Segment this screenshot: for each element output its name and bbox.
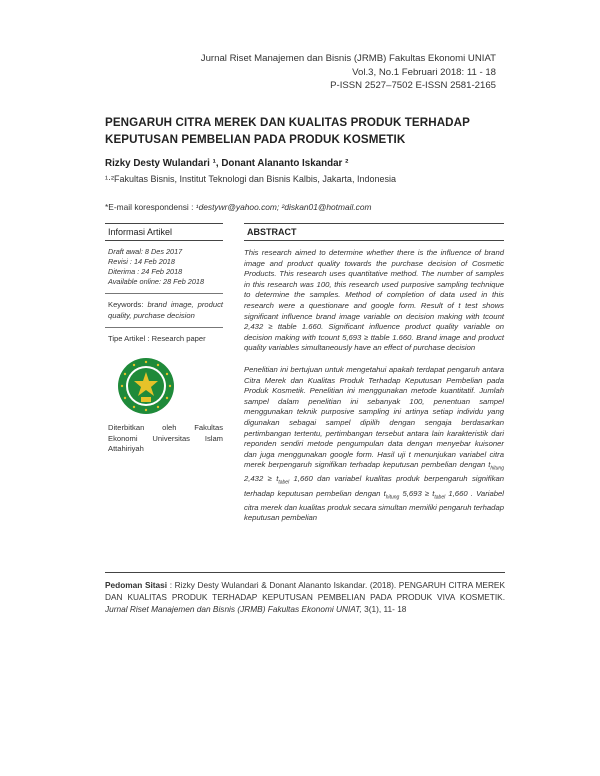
divider (105, 293, 223, 294)
divider (105, 327, 223, 328)
keywords-label: Keywords: (108, 300, 144, 309)
abstract-indonesian (244, 365, 504, 524)
correspondence-email (105, 202, 372, 212)
citation-guide (105, 579, 505, 615)
divider (105, 572, 505, 573)
keywords-value: brand image, product quality, purchase decision (108, 300, 223, 320)
paper-affiliation: ¹·²Fakultas Bisnis, Institut Teknologi dan Bisnis Kalbis, Jakarta, Indonesia (105, 174, 396, 184)
publisher-info: Diterbitkan oleh Fakultas Ekonomi Universitas Islam Attahiriyah (108, 423, 223, 453)
email-value: ¹destywr@yahoo.com; ²diskan01@hotmail.com (195, 202, 372, 212)
citation-volume: 3(1), 11- 18 (361, 604, 407, 614)
abstract-english: This research aimed to determine whether there is the influence of brand image and product quality towards the purchase decision of Cosmetic Products. This research uses quantitative method. The number of samples in this research was 100, this research used purposive sampling technique to determine the samples. Method of completion of data used in this research were a questionare and google form. Result of t test shows significant influence brand image variable on decision making with tcount 2,432 ≥ ttable 1.660. Significant influence product quality variable on decision making with tcount 5,693 ≥ ttable 1.660. Brand image and product quality variables simultaneously have an effect of purchase decision (244, 248, 504, 353)
abstract-id-part2: 2,432 ≥ t (244, 474, 279, 484)
journal-issn: P-ISSN 2527–7502 E-ISSN 2581-2165 (330, 80, 496, 91)
abstract-column (244, 223, 504, 524)
citation-label: Pedoman Sitasi (105, 580, 168, 590)
journal-header (201, 52, 496, 93)
abstract-heading: ABSTRACT (244, 223, 504, 241)
subscript-hitung: hitung (490, 465, 504, 472)
paper-title: PENGARUH CITRA MEREK DAN KUALITAS PRODUK TERHADAP KEPUTUSAN PEMBELIAN PADA PRODUK KOSMETIK (105, 116, 470, 146)
article-dates (105, 247, 223, 287)
abstract-id-part3: 1,660 dan variabel kualitas produk berpengaruh signifikan terhadap keputusan pembelian dengan t (244, 474, 504, 498)
article-info-column (105, 223, 223, 455)
article-info-heading: Informasi Artikel (105, 223, 223, 241)
email-label: *E-mail korespondensi : (105, 202, 196, 212)
subscript-tabel: tabel (434, 494, 446, 501)
date-revision: Revisi : 14 Feb 2018 (108, 257, 175, 266)
abstract-id-part5: 1,660 . Variabel citra merek dan kualitas produk secara simultan memiliki pengaruh terhadap keputusan pembelian (244, 488, 504, 523)
paper-authors: Rizky Desty Wulandari ¹, Donant Alananto Iskandar ² (105, 158, 349, 169)
date-accepted: Diterima : 24 Feb 2018 (108, 267, 183, 276)
date-draft: Draft awal: 8 Des 2017 (108, 247, 183, 256)
abstract-id-part4: 5,693 ≥ t (399, 488, 435, 498)
citation-journal: Jurnal Riset Manajemen dan Bisnis (JRMB) Fakultas Ekonomi UNIAT, (105, 604, 362, 614)
journal-name: Jurnal Riset Manajemen dan Bisnis (JRMB) Fakultas Ekonomi UNIAT (200, 53, 496, 64)
subscript-hitung: hitung (385, 494, 400, 501)
subscript-tabel: tabel (278, 479, 290, 486)
citation-text: : Rizky Desty Wulandari & Donant Alananto Iskandar. (2018). PENGARUH CITRA MEREK DAN KUALITAS PRODUK TERHADAP KEPUTUSAN PEMBELIAN PADA PRODUK VIVA KOSMETIK. (105, 580, 506, 602)
date-online: Available online: 28 Feb 2018 (108, 277, 205, 286)
keywords (105, 300, 223, 321)
abstract-id-part1: Penelitian ini bertujuan untuk mengetahui apakah terdapat pengaruh antara Citra Merek dan Kualitas Produk Terhadap Keputusan Pembelian pada Produk Kosmetik. Penelitian ini menggunakan metode kuantitatif. Jumlah sampel dalam penelitian ini sebanyak 100, penentuan sampel menggunakan teknik purposive sampling ini artinya setiap individu yang digunakan sebagai sampel dipilih dengan sengaja berdasarkan pertimbangan tertentu, pertimbangan tersebut antara lain karakteristik dari reponden sendiri metode pengumpulan data dengan menyebar kuisoner dan juga menggunakan google form. Hasil uji t menunjukan variabel citra merek berpengaruh signifikan terhadap keputusan pembelian dengan t (244, 364, 504, 470)
university-logo (117, 357, 175, 415)
article-type: Tipe Artikel : Research paper (108, 334, 206, 343)
journal-volume: Vol.3, No.1 Februari 2018: 11 - 18 (352, 66, 496, 78)
